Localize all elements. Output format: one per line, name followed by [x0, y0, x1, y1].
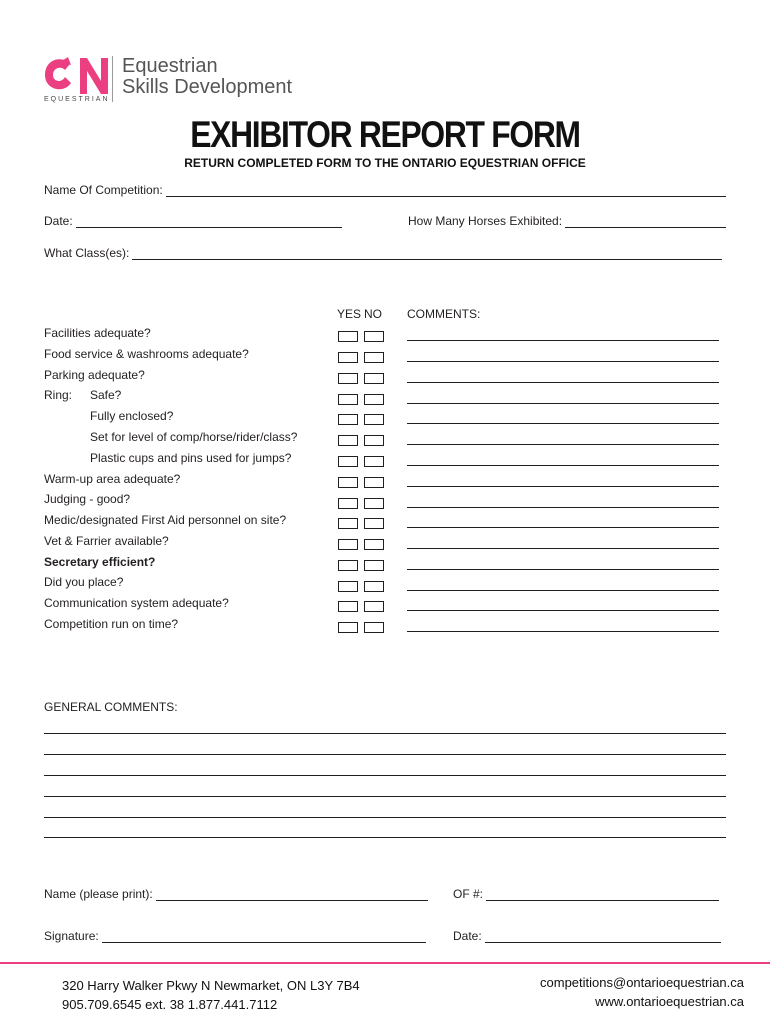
footer-phones: 905.709.6545 ext. 38 1.877.441.7112: [62, 997, 278, 1012]
horses-exhibited-label: How Many Horses Exhibited:: [408, 214, 563, 228]
form-subtitle: RETURN COMPLETED FORM TO THE ONTARIO EQUESTRIAN OFFICE: [184, 156, 586, 170]
general-comment-line[interactable]: [44, 733, 726, 734]
comment-line[interactable]: [407, 590, 719, 591]
comment-line[interactable]: [407, 610, 719, 611]
general-comment-line[interactable]: [44, 796, 726, 797]
footer-online: [540, 973, 744, 1011]
comment-line[interactable]: [407, 569, 719, 570]
comment-line[interactable]: [407, 423, 719, 424]
yes-checkbox[interactable]: [338, 477, 358, 488]
no-checkbox[interactable]: [364, 435, 384, 446]
no-checkbox[interactable]: [364, 581, 384, 592]
logo-line-1: Equestrian: [122, 55, 218, 77]
footer-address: 320 Harry Walker Pkwy N Newmarket, ON L3Y 7B4: [62, 978, 360, 993]
question-label: Vet & Farrier available?: [44, 534, 169, 548]
question-label: Set for level of comp/horse/rider/class?: [90, 430, 298, 444]
yes-checkbox[interactable]: [338, 498, 358, 509]
comment-line[interactable]: [407, 403, 719, 404]
question-label: Warm-up area adequate?: [44, 472, 181, 486]
no-checkbox[interactable]: [364, 518, 384, 529]
general-comment-line[interactable]: [44, 817, 726, 818]
logo-subtext: EQUESTRIAN: [44, 96, 110, 103]
comment-line[interactable]: [407, 527, 719, 528]
comment-line[interactable]: [407, 444, 719, 445]
question-label: Competition run on time?: [44, 617, 179, 631]
yes-checkbox[interactable]: [338, 622, 358, 633]
question-parking: [44, 368, 145, 384]
yes-checkbox[interactable]: [338, 581, 358, 592]
question-secretary: [44, 555, 155, 571]
horses-exhibited-field[interactable]: [408, 212, 726, 228]
question-ring-enclosed: [90, 409, 173, 425]
yes-checkbox[interactable]: [338, 539, 358, 550]
question-judging: [44, 492, 130, 508]
competition-name-label: Name Of Competition:: [44, 183, 163, 197]
yes-column-header: YES: [337, 307, 362, 321]
no-checkbox[interactable]: [364, 498, 384, 509]
question-communication: [44, 596, 229, 612]
yes-checkbox[interactable]: [338, 518, 358, 529]
no-checkbox[interactable]: [364, 560, 384, 571]
print-name-field[interactable]: [44, 885, 428, 901]
footer-contact: [62, 976, 360, 1014]
question-ring-safe: [44, 388, 121, 404]
question-medic: [44, 513, 286, 529]
competition-name-field[interactable]: [44, 181, 726, 197]
print-name-line[interactable]: [156, 889, 428, 901]
question-label: Secretary efficient?: [44, 555, 156, 569]
yes-checkbox[interactable]: [338, 560, 358, 571]
question-label: Fully enclosed?: [90, 409, 174, 423]
yes-checkbox[interactable]: [338, 373, 358, 384]
of-number-label: OF #:: [453, 887, 484, 901]
signoff-date-label: Date:: [453, 929, 482, 943]
date-line[interactable]: [76, 216, 342, 228]
comment-line[interactable]: [407, 548, 719, 549]
question-label: Judging - good?: [44, 492, 131, 506]
general-comment-line[interactable]: [44, 775, 726, 776]
question-label: Facilities adequate?: [44, 326, 151, 340]
general-comments-heading: GENERAL COMMENTS:: [44, 700, 178, 714]
yes-checkbox[interactable]: [338, 456, 358, 467]
question-label: Communication system adequate?: [44, 596, 229, 610]
classes-label: What Class(es):: [44, 246, 130, 260]
no-checkbox[interactable]: [364, 352, 384, 363]
signature-field[interactable]: [44, 927, 426, 943]
no-checkbox[interactable]: [364, 394, 384, 405]
classes-field[interactable]: [44, 244, 722, 260]
comment-line[interactable]: [407, 382, 719, 383]
question-run-on-time: [44, 617, 178, 633]
question-label: Medic/designated First Aid personnel on site?: [44, 513, 287, 527]
comment-line[interactable]: [407, 340, 719, 341]
question-label: Plastic cups and pins used for jumps?: [90, 451, 292, 465]
question-vet-farrier: [44, 534, 169, 550]
footer-divider: [0, 962, 770, 964]
no-checkbox[interactable]: [364, 601, 384, 612]
ring-prefix: Ring:: [44, 388, 73, 402]
question-did-place: [44, 575, 123, 591]
yes-checkbox[interactable]: [338, 414, 358, 425]
yes-checkbox[interactable]: [338, 352, 358, 363]
comment-line[interactable]: [407, 507, 719, 508]
classes-line[interactable]: [132, 248, 722, 260]
no-checkbox[interactable]: [364, 331, 384, 342]
question-ring-level: [90, 430, 297, 446]
question-food-service: [44, 347, 249, 363]
signature-label: Signature:: [44, 929, 99, 943]
no-checkbox[interactable]: [364, 373, 384, 384]
comment-line[interactable]: [407, 465, 719, 466]
question-facilities: [44, 326, 151, 342]
question-label: Safe?: [90, 388, 122, 402]
comment-line[interactable]: [407, 631, 719, 632]
competition-name-line[interactable]: [166, 185, 726, 197]
on-equestrian-logo-mark: [42, 56, 112, 96]
question-warm-up: [44, 472, 180, 488]
comments-column-header: COMMENTS:: [407, 307, 481, 321]
question-label: Did you place?: [44, 575, 124, 589]
no-checkbox[interactable]: [364, 414, 384, 425]
question-label: Parking adequate?: [44, 368, 145, 382]
logo-wordmark: [122, 56, 292, 98]
date-label: Date:: [44, 214, 73, 228]
general-comment-line[interactable]: [44, 754, 726, 755]
date-field[interactable]: [44, 212, 342, 228]
of-number-field[interactable]: [453, 885, 719, 901]
horses-exhibited-line[interactable]: [565, 216, 726, 228]
no-checkbox[interactable]: [364, 477, 384, 488]
question-ring-cups-pins: [90, 451, 291, 467]
yes-checkbox[interactable]: [338, 601, 358, 612]
of-number-line[interactable]: [486, 889, 719, 901]
no-checkbox[interactable]: [364, 456, 384, 467]
signature-line[interactable]: [102, 931, 426, 943]
no-checkbox[interactable]: [364, 622, 384, 633]
yes-checkbox[interactable]: [338, 394, 358, 405]
logo-divider: [112, 56, 113, 102]
footer-email[interactable]: competitions@ontarioequestrian.ca: [540, 975, 744, 990]
signoff-date-line[interactable]: [485, 931, 721, 943]
yes-checkbox[interactable]: [338, 331, 358, 342]
form-title: EXHIBITOR REPORT FORM: [190, 114, 580, 155]
logo-line-2: Skills Development: [122, 76, 293, 98]
question-label: Food service & washrooms adequate?: [44, 347, 249, 361]
signoff-date-field[interactable]: [453, 927, 721, 943]
footer-website[interactable]: www.ontarioequestrian.ca: [595, 994, 744, 1009]
yes-checkbox[interactable]: [338, 435, 358, 446]
general-comment-line[interactable]: [44, 837, 726, 838]
comment-line[interactable]: [407, 486, 719, 487]
print-name-label: Name (please print):: [44, 887, 153, 901]
no-column-header: NO: [364, 307, 382, 321]
comment-line[interactable]: [407, 361, 719, 362]
organization-logo: [42, 54, 332, 110]
no-checkbox[interactable]: [364, 539, 384, 550]
